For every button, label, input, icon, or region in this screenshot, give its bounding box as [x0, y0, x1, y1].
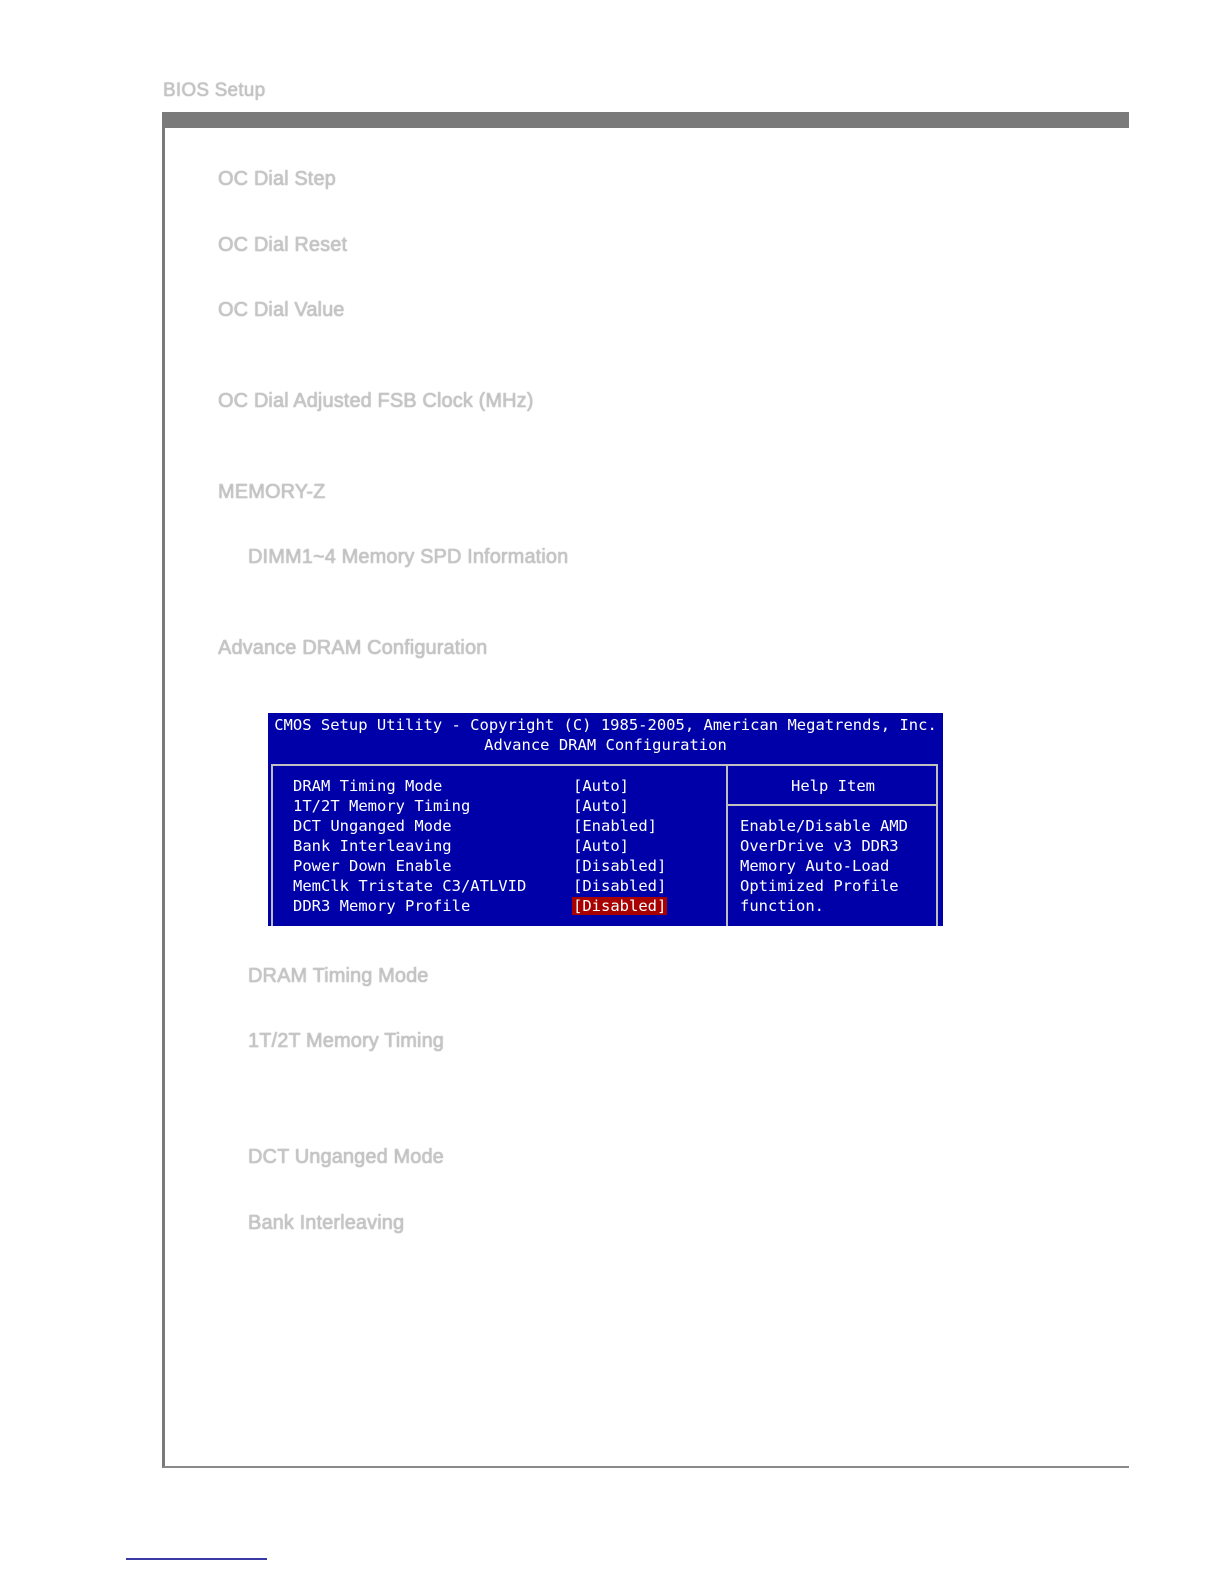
bios-row-label: Power Down Enable: [293, 857, 452, 875]
help-line: Enable/Disable AMD: [740, 817, 908, 835]
heading-dimm-spd: DIMM1~4 Memory SPD Information: [248, 546, 569, 568]
bios-row-value[interactable]: [Auto]: [573, 837, 629, 855]
bios-row-value[interactable]: [Auto]: [573, 797, 629, 815]
heading-advance-dram: Advance DRAM Configuration: [218, 637, 488, 659]
heading-oc-dial-value: OC Dial Value: [218, 299, 345, 321]
heading-dct-unganged: DCT Unganged Mode: [248, 1146, 444, 1168]
bios-row-label: DRAM Timing Mode: [293, 777, 443, 795]
bios-row-dram-timing-mode[interactable]: [268, 777, 726, 797]
bios-row-dct-unganged[interactable]: [268, 817, 726, 837]
bios-row-label: MemClk Tristate C3/ATLVID: [293, 877, 527, 895]
help-item-heading: Help Item: [791, 777, 875, 795]
bios-subtitle: Advance DRAM Configuration: [484, 736, 727, 754]
bios-row-label: Bank Interleaving: [293, 837, 452, 855]
heading-bank-interleaving: Bank Interleaving: [248, 1212, 405, 1234]
bios-row-memory-timing[interactable]: [268, 797, 726, 817]
bios-row-value[interactable]: [Enabled]: [573, 817, 657, 835]
bios-row-value[interactable]: [Disabled]: [573, 857, 667, 875]
bios-row-value[interactable]: [Auto]: [573, 777, 629, 795]
help-line: function.: [740, 897, 824, 915]
footer-line: [126, 1558, 267, 1560]
header-bar: [163, 112, 1129, 128]
bios-row-ddr3-profile[interactable]: [268, 897, 726, 917]
bios-row-value-selected[interactable]: [Disabled]: [573, 897, 667, 915]
bios-row-memclk-tristate[interactable]: [268, 877, 726, 897]
left-rule: [162, 112, 165, 1468]
heading-oc-dial-step: OC Dial Step: [218, 168, 336, 190]
bios-row-label: DDR3 Memory Profile: [293, 897, 471, 915]
bios-help-rule: [728, 804, 938, 806]
heading-oc-dial-fsb: OC Dial Adjusted FSB Clock (MHz): [218, 390, 534, 412]
heading-dram-timing-mode: DRAM Timing Mode: [248, 965, 429, 987]
bottom-rule: [163, 1466, 1129, 1468]
bios-row-label: 1T/2T Memory Timing: [293, 797, 471, 815]
help-line: OverDrive v3 DDR3: [740, 837, 899, 855]
page-header-title: BIOS Setup: [163, 80, 266, 101]
heading-oc-dial-reset: OC Dial Reset: [218, 234, 348, 256]
help-line: Optimized Profile: [740, 877, 899, 895]
bios-row-value[interactable]: [Disabled]: [573, 877, 667, 895]
bios-row-label: DCT Unganged Mode: [293, 817, 452, 835]
bios-screenshot: [268, 713, 943, 926]
heading-memory-timing: 1T/2T Memory Timing: [248, 1030, 445, 1052]
bios-title: CMOS Setup Utility - Copyright (C) 1985-2005, American Megatrends, Inc.: [274, 716, 937, 734]
bios-row-power-down[interactable]: [268, 857, 726, 877]
bios-row-bank-interleaving[interactable]: [268, 837, 726, 857]
heading-memory-z: MEMORY-Z: [218, 481, 326, 503]
help-line: Memory Auto-Load: [740, 857, 890, 875]
